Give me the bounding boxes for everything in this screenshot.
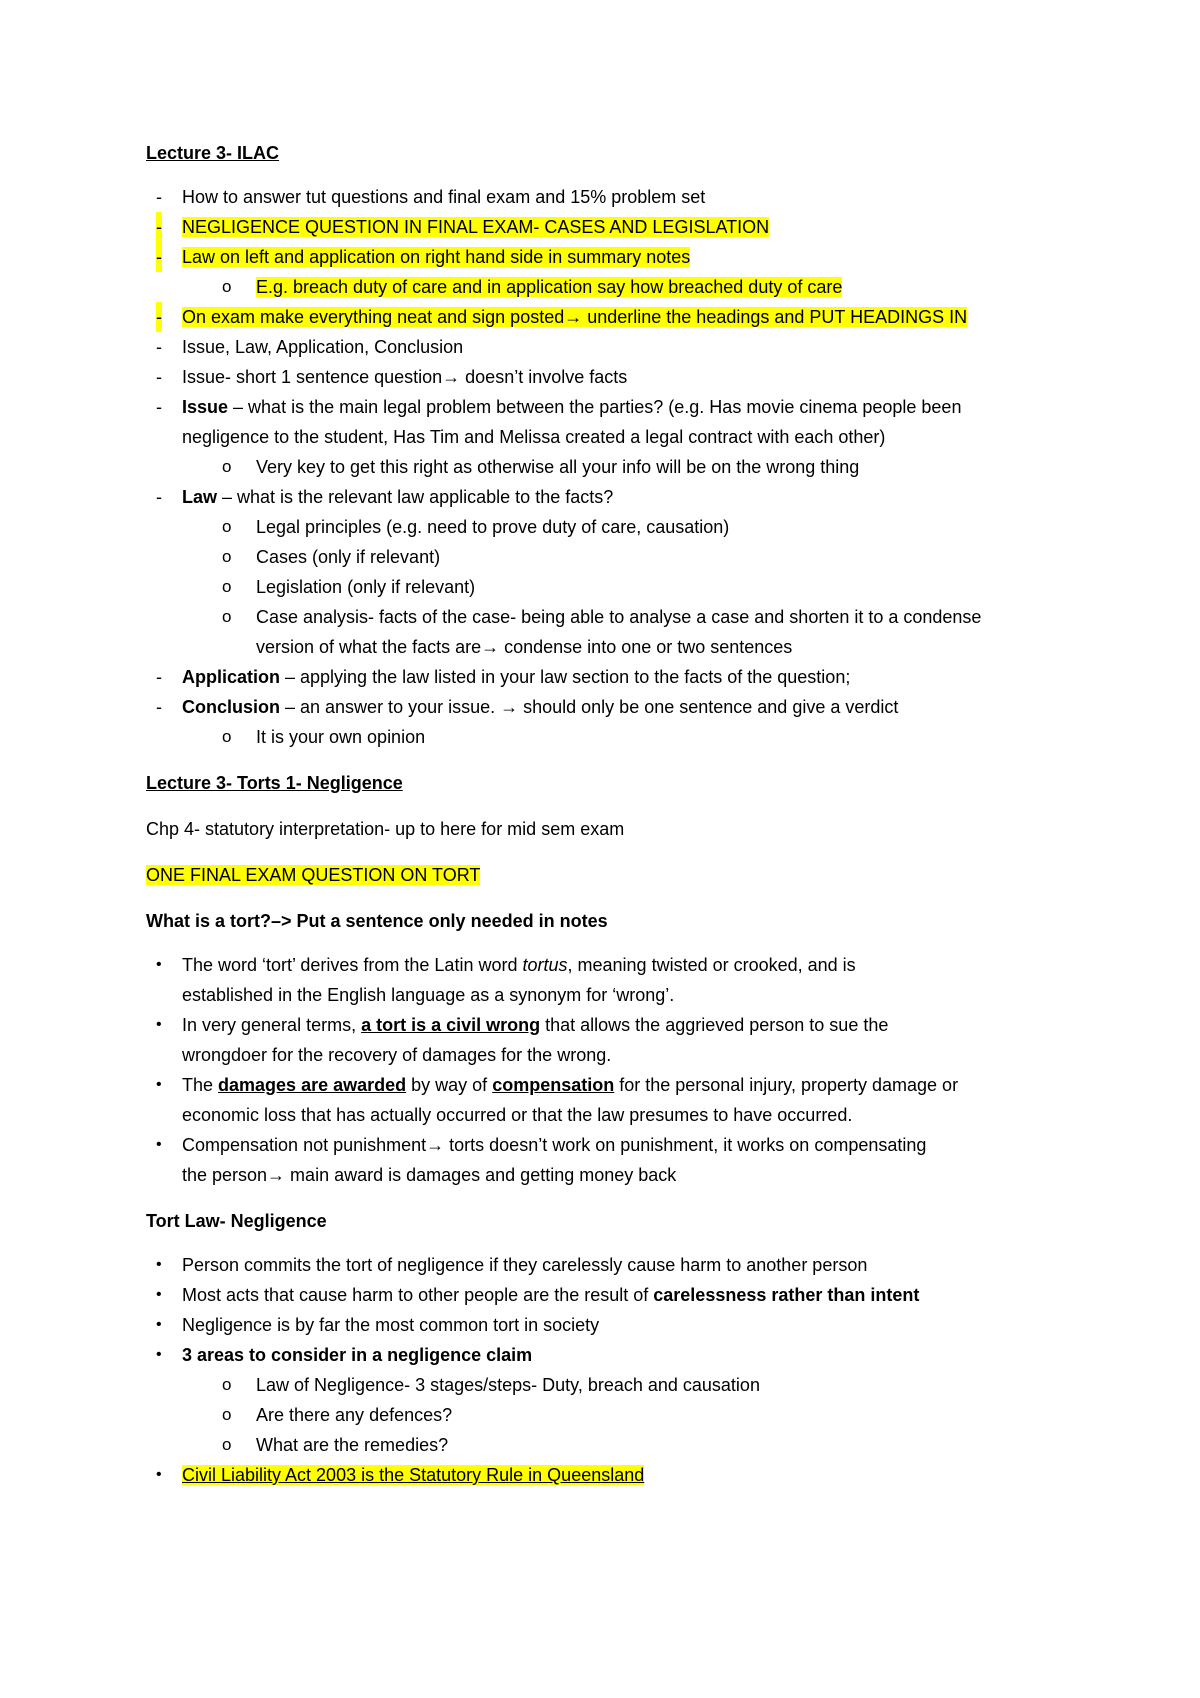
chapter-note: Chp 4- statutory interpretation- up to here for mid sem exam [146, 819, 625, 839]
sub-list-item: o Law of Negligence- 3 stages/steps- Duty, breach and causation [146, 1370, 1086, 1400]
list-item [146, 212, 1086, 242]
sub-list-item: o Cases (only if relevant) [146, 542, 1086, 572]
sub-list-item: o Very key to get this right as otherwise all your info will be on the wrong thing [146, 452, 1086, 482]
bullet-continuation: economic loss that has actually occurred or that the law presumes to have occurred. [182, 1105, 853, 1125]
dash-marker: - [156, 697, 162, 717]
circle-marker: o [222, 1435, 232, 1454]
bullet-continuation: established in the English language as a synonym for ‘wrong’. [182, 985, 675, 1005]
dash-marker: - [156, 187, 162, 207]
bullet-marker: • [156, 1136, 162, 1153]
highlighted-text: NEGLIGENCE QUESTION IN FINAL EXAM- CASES AND LEGISLATION [182, 217, 770, 237]
bullet-marker: • [156, 1466, 162, 1483]
subheading-negligence: Tort Law- Negligence [146, 1211, 327, 1231]
bullet-marker: • [156, 1016, 162, 1033]
bullet-item: • Negligence is by far the most common tort in society [146, 1310, 1086, 1340]
dash-marker: - [156, 212, 162, 242]
list-item: - Issue, Law, Application, Conclusion [146, 332, 1086, 362]
dash-marker: - [156, 302, 162, 332]
list-item-conclusion: - Conclusion – an answer to your issue. → should only be one sentence and give a verdict [146, 692, 1086, 722]
sub-list-item [146, 272, 1086, 302]
bullet-marker: • [156, 1256, 162, 1273]
list-item: - How to answer tut questions and final exam and 15% problem set [146, 182, 1086, 212]
subheading-what-is-tort: What is a tort?–> Put a sentence only needed in notes [146, 911, 608, 931]
circle-marker: o [222, 1375, 232, 1394]
sub-list-item: o Case analysis- facts of the case- being able to analyse a case and shorten it to a condense [146, 602, 1086, 632]
highlighted-text: E.g. breach duty of care and in application say how breached duty of care [256, 277, 843, 297]
dash-marker: - [156, 397, 162, 417]
list-item-issue: - Issue – what is the main legal problem between the parties? (e.g. Has movie cinema people been [146, 392, 1086, 422]
highlighted-text: On exam make everything neat and sign posted→ underline the headings and PUT HEADINGS IN [182, 307, 968, 327]
list-item-law: - Law – what is the relevant law applicable to the facts? [146, 482, 1086, 512]
list-item-continuation: negligence to the student, Has Tim and Melissa created a legal contract with each other) [182, 427, 886, 447]
highlighted-text: Law on left and application on right hand side in summary notes [182, 247, 691, 267]
dash-marker: - [156, 367, 162, 387]
bullet-continuation: wrongdoer for the recovery of damages for the wrong. [182, 1045, 612, 1065]
sub-list-item: o Legislation (only if relevant) [146, 572, 1086, 602]
sub-list-item-continuation: version of what the facts are→ condense into one or two sentences [256, 637, 793, 657]
document-page [146, 138, 1086, 1490]
list-item [146, 302, 1086, 332]
bullet-item: • Compensation not punishment→ torts doesn’t work on punishment, it works on compensating [146, 1130, 1086, 1160]
sub-list-item: o Legal principles (e.g. need to prove duty of care, causation) [146, 512, 1086, 542]
circle-marker: o [222, 577, 232, 596]
sub-list-item: o It is your own opinion [146, 722, 1086, 752]
exam-note: ONE FINAL EXAM QUESTION ON TORT [146, 865, 481, 885]
bullet-marker: • [156, 1286, 162, 1303]
circle-marker: o [222, 727, 232, 746]
bullet-item: • The damages are awarded by way of compensation for the personal injury, property damage or [146, 1070, 1086, 1100]
circle-marker: o [222, 277, 232, 296]
list-item: - Issue- short 1 sentence question→ doesn’t involve facts [146, 362, 1086, 392]
list-item-application: - Application – applying the law listed in your law section to the facts of the question; [146, 662, 1086, 692]
sub-list-item: o What are the remedies? [146, 1430, 1086, 1460]
bullet-item [146, 1460, 1086, 1490]
dash-marker: - [156, 667, 162, 687]
bullet-item: • Person commits the tort of negligence if they carelessly cause harm to another person [146, 1250, 1086, 1280]
bullet-continuation: the person→ main award is damages and getting money back [182, 1165, 677, 1185]
bullet-item: • 3 areas to consider in a negligence claim [146, 1340, 1086, 1370]
list-item [146, 242, 1086, 272]
bullet-marker: • [156, 956, 162, 973]
circle-marker: o [222, 1405, 232, 1424]
section-title-ilac: Lecture 3- ILAC [146, 143, 280, 163]
circle-marker: o [222, 517, 232, 536]
bullet-item: • The word ‘tort’ derives from the Latin word tortus, meaning twisted or crooked, and is [146, 950, 1086, 980]
dash-marker: - [156, 337, 162, 357]
circle-marker: o [222, 607, 232, 626]
bullet-marker: • [156, 1076, 162, 1093]
law-label: Law [182, 487, 218, 507]
issue-label: Issue [182, 397, 229, 417]
highlighted-text: Civil Liability Act 2003 is the Statutory Rule in Queensland [182, 1465, 645, 1485]
conclusion-label: Conclusion [182, 697, 280, 717]
bullet-item: • In very general terms, a tort is a civil wrong that allows the aggrieved person to sue the [146, 1010, 1086, 1040]
circle-marker: o [222, 457, 232, 476]
bullet-marker: • [156, 1316, 162, 1333]
section-title-torts: Lecture 3- Torts 1- Negligence [146, 773, 403, 793]
sub-list-item: o Are there any defences? [146, 1400, 1086, 1430]
dash-marker: - [156, 487, 162, 507]
circle-marker: o [222, 547, 232, 566]
dash-marker: - [156, 242, 162, 272]
bullet-marker: • [156, 1346, 162, 1363]
bullet-item: • Most acts that cause harm to other people are the result of carelessness rather than intent [146, 1280, 1086, 1310]
application-label: Application [182, 667, 280, 687]
